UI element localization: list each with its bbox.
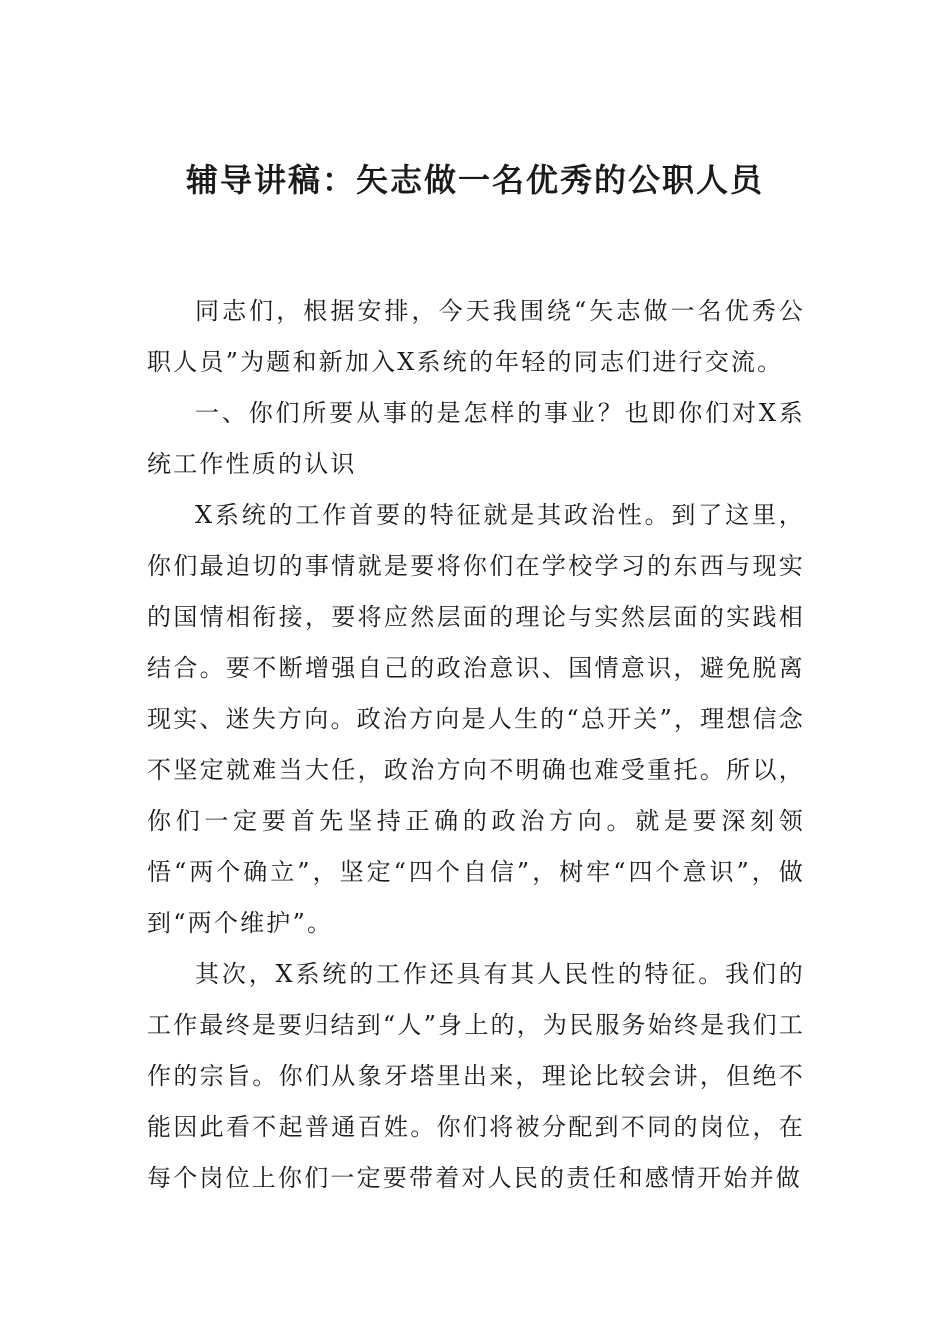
paragraph-people: 其次，X系统的工作还具有其人民性的特征。我们的工作最终是要归结到“人”身上的，为民服务始终是我们工作的宗旨。你们从象牙塔里出来，理论比较会讲，但绝不能因此看不起普通百姓。你们将被分配到不同的岗位，在每个岗位上你们一定要带着对人民的责任和感情开始并做 (147, 960, 805, 1192)
section-heading: 一、你们所要从事的是怎样的事业？也即你们对X系统工作性质的认识 (147, 399, 805, 478)
document-body (147, 286, 805, 1204)
page-title: 辅导讲稿：矢志做一名优秀的公职人员 (185, 161, 764, 199)
paragraph-political: X系统的工作首要的特征就是其政治性。到了这里，你们最迫切的事情就是要将你们在学校学习的东西与现实的国情相衔接，要将应然层面的理论与实然层面的实践相结合。要不断增强自己的政治意识、国情意识，避免脱离现实、迷失方向。政治方向是人生的“总开关”，理想信念不坚定就难当大任，政治方向不明确也难受重托。所以，你们一定要首先坚持正确的政治方向。就是要深刻领悟“两个确立”，坚定“四个自信”，树牢“四个意识”，做到“两个维护”。 (147, 501, 805, 937)
paragraph-intro: 同志们，根据安排，今天我围绕“矢志做一名优秀公职人员”为题和新加入X系统的年轻的同志们进行交流。 (147, 297, 805, 376)
